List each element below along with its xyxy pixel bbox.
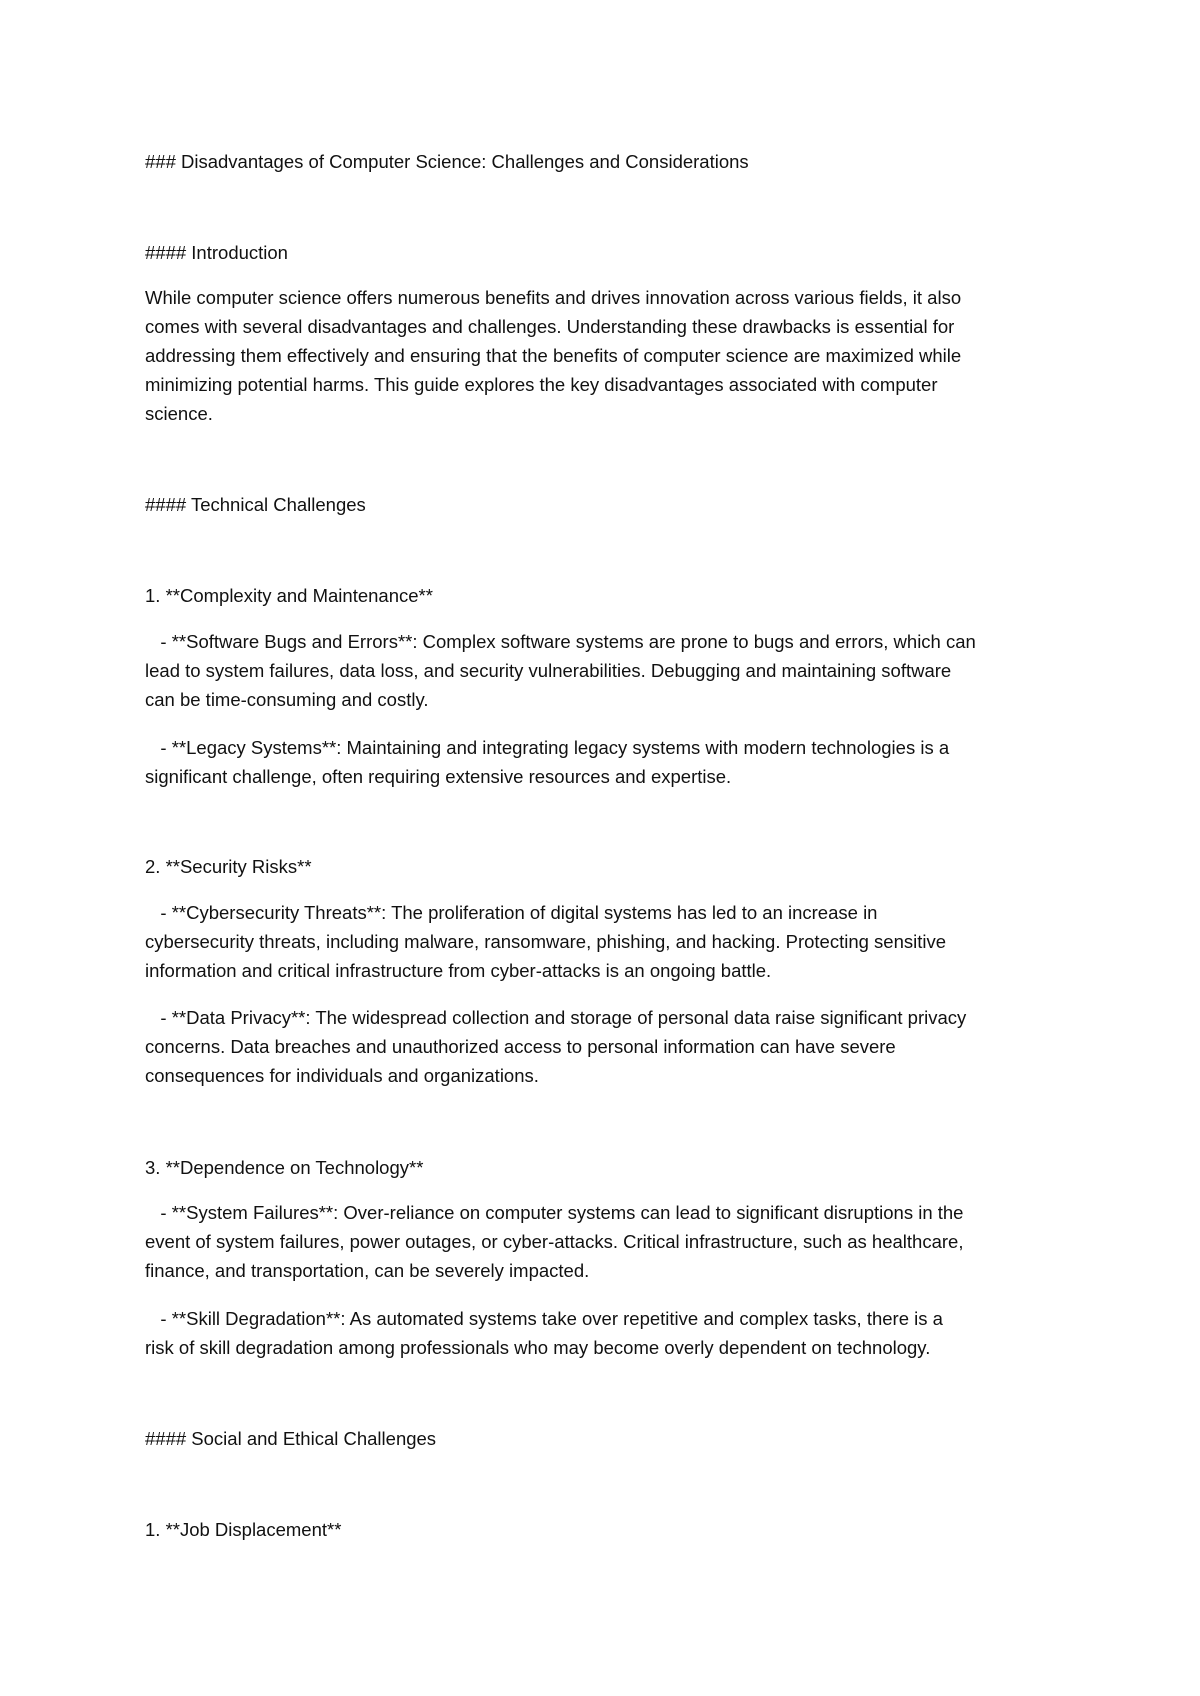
- paragraph-line: - **Skill Degradation**: As automated systems take over repetitive and complex tasks, there is a: [145, 1308, 943, 1329]
- paragraph-line: - **Cybersecurity Threats**: The proliferation of digital systems has led to an increase in: [145, 902, 878, 923]
- security-risks-heading: 2. **Security Risks**: [145, 856, 312, 877]
- paragraph-line: risk of skill degradation among professionals who may become overly dependent on technology.: [145, 1337, 931, 1358]
- paragraph-line: cybersecurity threats, including malware, ransomware, phishing, and hacking. Protecting sensitive: [145, 931, 947, 952]
- paragraph-line: consequences for individuals and organizations.: [145, 1065, 539, 1086]
- paragraph-line: finance, and transportation, can be severely impacted.: [145, 1260, 590, 1281]
- paragraph-line: - **Software Bugs and Errors**: Complex software systems are prone to bugs and errors, which can: [145, 631, 976, 652]
- intro-line: science.: [145, 403, 213, 424]
- dependence-technology-heading: 3. **Dependence on Technology**: [145, 1157, 424, 1178]
- paragraph-line: concerns. Data breaches and unauthorized access to personal information can have severe: [145, 1036, 896, 1057]
- intro-line: While computer science offers numerous benefits and drives innovation across various fields, it also: [145, 287, 962, 308]
- intro-heading: #### Introduction: [145, 242, 288, 263]
- paragraph-line: significant challenge, often requiring extensive resources and expertise.: [145, 766, 732, 787]
- intro-line: minimizing potential harms. This guide explores the key disadvantages associated with computer: [145, 374, 938, 395]
- paragraph-line: can be time-consuming and costly.: [145, 689, 429, 710]
- paragraph-line: information and critical infrastructure from cyber-attacks is an ongoing battle.: [145, 960, 772, 981]
- intro-line: comes with several disadvantages and challenges. Understanding these drawbacks is essential for: [145, 316, 955, 337]
- paragraph-line: lead to system failures, data loss, and security vulnerabilities. Debugging and maintaining software: [145, 660, 952, 681]
- complexity-maintenance-heading: 1. **Complexity and Maintenance**: [145, 585, 433, 606]
- intro-line: addressing them effectively and ensuring that the benefits of computer science are maximized while: [145, 345, 962, 366]
- technical-challenges-heading: #### Technical Challenges: [145, 494, 366, 515]
- paragraph-line: - **System Failures**: Over-reliance on computer systems can lead to significant disruptions in the: [145, 1202, 964, 1223]
- job-displacement-heading: 1. **Job Displacement**: [145, 1519, 342, 1540]
- social-ethical-heading: #### Social and Ethical Challenges: [145, 1428, 437, 1449]
- paragraph-line: event of system failures, power outages, or cyber-attacks. Critical infrastructure, such as healthcare,: [145, 1231, 964, 1252]
- document-title: ### Disadvantages of Computer Science: Challenges and Considerations: [145, 151, 749, 172]
- paragraph-line: - **Data Privacy**: The widespread collection and storage of personal data raise significant privacy: [145, 1007, 967, 1028]
- paragraph-line: - **Legacy Systems**: Maintaining and integrating legacy systems with modern technologies is a: [145, 737, 950, 758]
